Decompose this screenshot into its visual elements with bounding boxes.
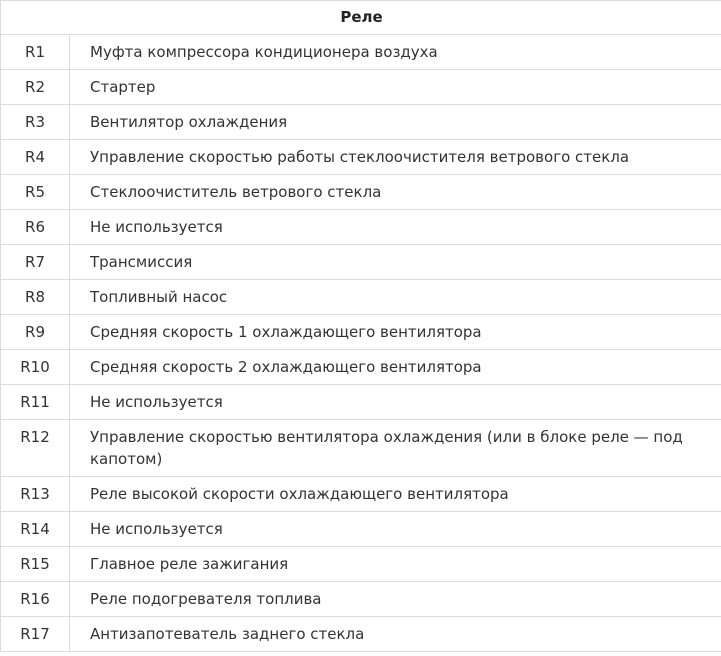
table-row bbox=[1, 210, 721, 245]
relay-description: Средняя скорость 2 охлаждающего вентилятора bbox=[70, 350, 721, 385]
relay-code: R12 bbox=[1, 420, 70, 477]
table-row bbox=[1, 350, 721, 385]
table-row bbox=[1, 617, 721, 652]
table-row bbox=[1, 35, 721, 70]
relay-description: Не используется bbox=[70, 385, 721, 420]
relay-code: R11 bbox=[1, 385, 70, 420]
relay-description: Средняя скорость 1 охлаждающего вентилятора bbox=[70, 315, 721, 350]
relay-description: Управление скоростью работы стеклоочистителя ветрового стекла bbox=[70, 140, 721, 175]
relay-code: R13 bbox=[1, 477, 70, 512]
relay-code: R16 bbox=[1, 582, 70, 617]
relay-description: Не используется bbox=[70, 512, 721, 547]
relay-description: Не используется bbox=[70, 210, 721, 245]
table-row bbox=[1, 582, 721, 617]
relay-description: Вентилятор охлаждения bbox=[70, 105, 721, 140]
relay-description: Управление скоростью вентилятора охлаждения (или в блоке реле — под капотом) bbox=[70, 420, 721, 477]
table-row bbox=[1, 477, 721, 512]
relay-code: R8 bbox=[1, 280, 70, 315]
relay-code: R9 bbox=[1, 315, 70, 350]
relay-description: Трансмиссия bbox=[70, 245, 721, 280]
relay-description: Муфта компрессора кондиционера воздуха bbox=[70, 35, 721, 70]
relay-code: R17 bbox=[1, 617, 70, 652]
table-row bbox=[1, 245, 721, 280]
relay-code: R4 bbox=[1, 140, 70, 175]
relay-code: R3 bbox=[1, 105, 70, 140]
relay-code: R5 bbox=[1, 175, 70, 210]
table-row bbox=[1, 420, 721, 477]
relay-code: R10 bbox=[1, 350, 70, 385]
relay-code: R6 bbox=[1, 210, 70, 245]
relay-code: R2 bbox=[1, 70, 70, 105]
table-row bbox=[1, 385, 721, 420]
table-header: Реле bbox=[1, 1, 721, 35]
table-row bbox=[1, 315, 721, 350]
relay-description: Антизапотеватель заднего стекла bbox=[70, 617, 721, 652]
table-row bbox=[1, 175, 721, 210]
relay-description: Стартер bbox=[70, 70, 721, 105]
relay-code: R7 bbox=[1, 245, 70, 280]
table-header-row bbox=[1, 1, 721, 35]
table-row bbox=[1, 140, 721, 175]
table-row bbox=[1, 70, 721, 105]
table-row bbox=[1, 512, 721, 547]
relay-description: Реле высокой скорости охлаждающего вентилятора bbox=[70, 477, 721, 512]
relay-description: Топливный насос bbox=[70, 280, 721, 315]
relay-code: R14 bbox=[1, 512, 70, 547]
table-row bbox=[1, 280, 721, 315]
relay-code: R15 bbox=[1, 547, 70, 582]
table-row bbox=[1, 547, 721, 582]
table-row bbox=[1, 105, 721, 140]
relay-description: Главное реле зажигания bbox=[70, 547, 721, 582]
relay-code: R1 bbox=[1, 35, 70, 70]
relay-description: Стеклоочиститель ветрового стекла bbox=[70, 175, 721, 210]
relay-description: Реле подогревателя топлива bbox=[70, 582, 721, 617]
